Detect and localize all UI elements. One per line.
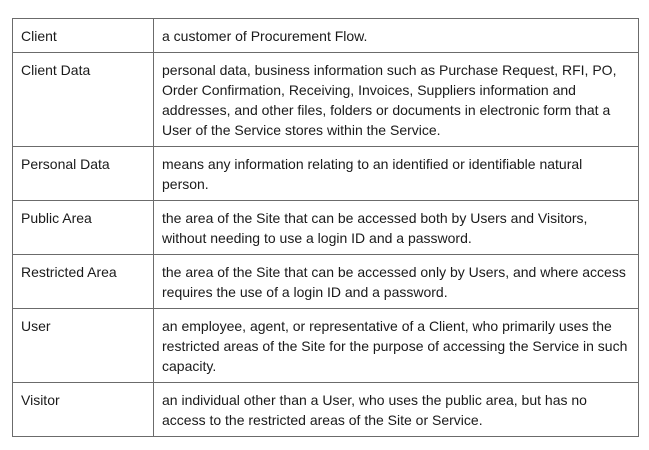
table-row — [13, 147, 639, 201]
term-cell: Personal Data — [13, 147, 154, 201]
term-cell: User — [13, 309, 154, 383]
definition-cell: means any information relating to an identified or identifiable natural person. — [154, 147, 639, 201]
definition-cell: an employee, agent, or representative of a Client, who primarily uses the restricted areas of the Site for the purpose of accessing the Service in such capacity. — [154, 309, 639, 383]
term-cell: Visitor — [13, 383, 154, 437]
definitions-table — [12, 18, 639, 437]
table-row — [13, 383, 639, 437]
definition-cell: a customer of Procurement Flow. — [154, 19, 639, 53]
definition-cell: the area of the Site that can be accessed both by Users and Visitors, without needing to use a login ID and a password. — [154, 201, 639, 255]
table-row — [13, 309, 639, 383]
term-cell: Public Area — [13, 201, 154, 255]
term-cell: Client Data — [13, 53, 154, 147]
definitions-container — [12, 18, 639, 437]
term-cell: Restricted Area — [13, 255, 154, 309]
term-cell: Client — [13, 19, 154, 53]
table-row — [13, 19, 639, 53]
definition-cell: an individual other than a User, who uses the public area, but has no access to the restricted areas of the Site or Service. — [154, 383, 639, 437]
definition-cell: personal data, business information such as Purchase Request, RFI, PO, Order Confirmation, Receiving, Invoices, Suppliers information and addresses, and other files, folders or documents in electronic form that a User of the Service stores within the Service. — [154, 53, 639, 147]
table-row — [13, 201, 639, 255]
definition-cell: the area of the Site that can be accessed only by Users, and where access requires the use of a login ID and a password. — [154, 255, 639, 309]
table-row — [13, 255, 639, 309]
definitions-table-body — [13, 19, 639, 437]
table-row — [13, 53, 639, 147]
